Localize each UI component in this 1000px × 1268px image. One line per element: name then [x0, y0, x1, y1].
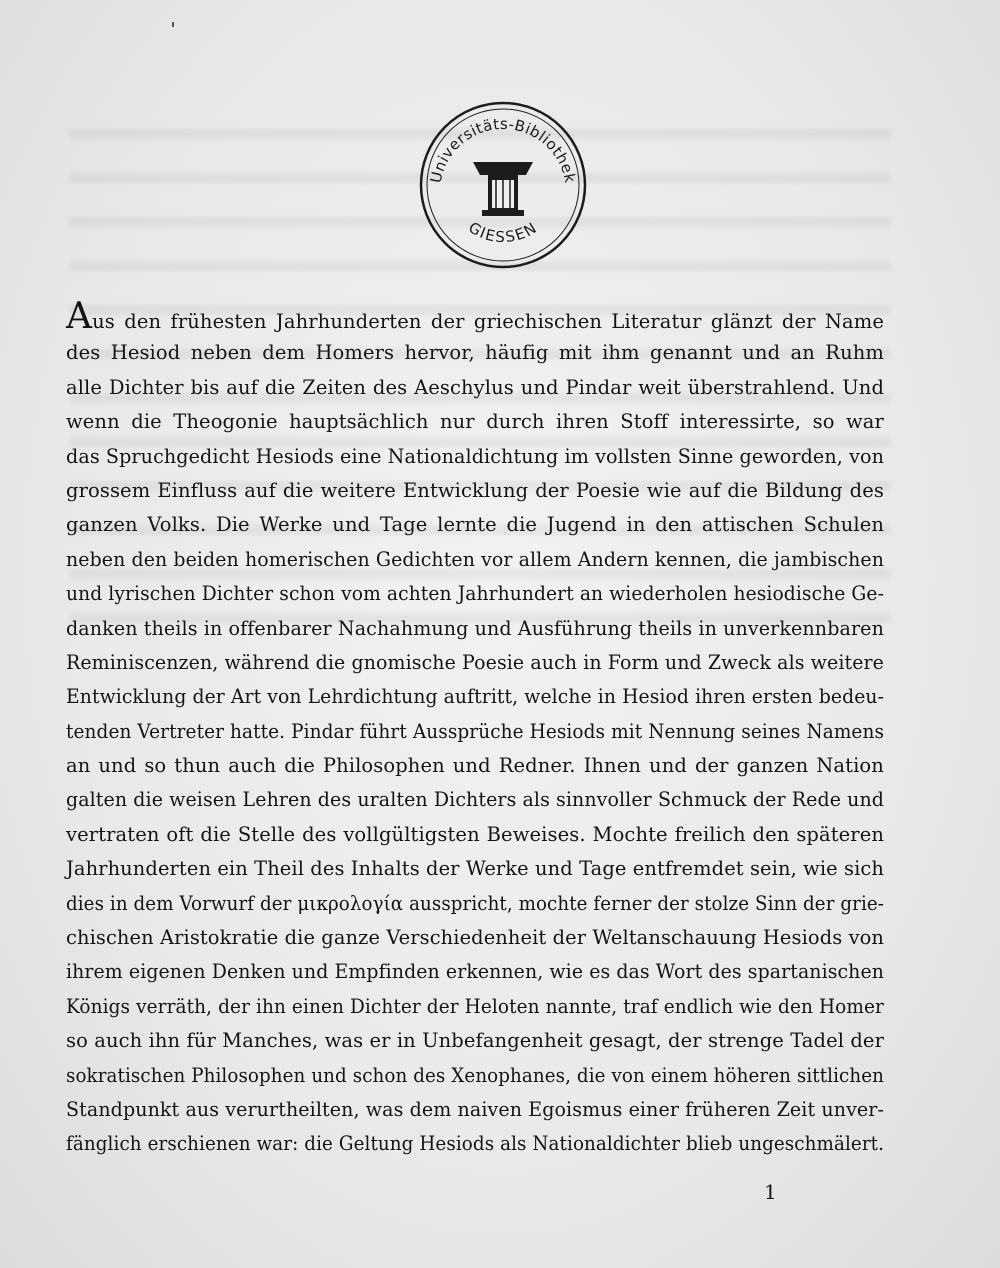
- line-text: vertraten oft die Stelle des vollgültigsten Beweises. Mochte freilich den späteren: [66, 822, 885, 846]
- text-line: [66, 783, 885, 817]
- line-text: ganzen Volks. Die Werke und Tage lernte die Jugend in den attischen Schulen: [66, 513, 885, 537]
- text-line: [66, 715, 885, 749]
- text-line: [66, 680, 885, 714]
- text-line: [66, 1093, 885, 1127]
- line-text: alle Dichter bis auf die Zeiten des Aeschylus und Pindar weit überstrahlend. Und: [66, 375, 885, 399]
- line-text: neben den beiden homerischen Gedichten vor allem Andern kennen, die jambischen: [66, 547, 885, 571]
- line-text: grossem Einfluss auf die weitere Entwicklung der Poesie wie auf die Bildung des: [66, 478, 884, 502]
- stamp-seal: [418, 100, 588, 270]
- stamp-bottom-text: GIESSEN: [465, 218, 541, 247]
- text-line: [66, 955, 885, 989]
- text-line: [66, 990, 884, 1024]
- text-line: [66, 887, 885, 921]
- line-text: wenn die Theogonie hauptsächlich nur durch ihren Stoff interessirte, so war: [66, 410, 884, 434]
- line-text: des Hesiod neben dem Homers hervor, häufig mit ihm genannt und an Ruhm: [66, 341, 885, 365]
- drop-cap: A: [66, 296, 93, 337]
- text-line: [66, 1059, 884, 1093]
- line-text: Entwicklung der Art von Lehrdichtung auftritt, welche in Hesiod ihren ersten bedeu-: [66, 685, 885, 709]
- text-line: [66, 543, 885, 577]
- text-line: [66, 577, 884, 611]
- text-line: [66, 749, 884, 783]
- line-text: Standpunkt aus verurtheilten, was dem naiven Egoismus einer früheren Zeit unver-: [66, 1097, 885, 1121]
- svg-text:GIESSEN: [465, 218, 540, 246]
- text-line: [66, 612, 884, 646]
- text-line: [66, 1024, 884, 1058]
- line-text: dies in dem Vorwurf der μικρολογία ausspricht, mochte ferner der stolze Sinn der grie-: [66, 891, 885, 915]
- line-text: danken theils in offenbarer Nachahmung und Ausführung theils in unverkennbaren: [66, 616, 884, 640]
- ink-speck: [172, 22, 174, 27]
- stamp-emblem: [473, 162, 533, 216]
- line-text: an und so thun auch die Philosophen und Redner. Ihnen und der ganzen Nation: [66, 754, 884, 778]
- line-text: das Spruchgedicht Hesiods eine Nationaldichtung im vollsten Sinne geworden, von: [66, 444, 885, 468]
- text-line: [66, 1127, 885, 1161]
- line-text: galten die weisen Lehren des uralten Dichters als sinnvoller Schmuck der Rede und: [66, 788, 885, 812]
- line-text: Reminiscenzen, während die gnomische Poesie auch in Form und Zweck als weitere: [66, 650, 884, 674]
- text-line: [66, 646, 884, 680]
- text-line: [66, 474, 884, 508]
- line-text: sokratischen Philosophen und schon des Xenophanes, die von einem höheren sittlichen: [66, 1063, 884, 1087]
- text-line: [66, 852, 885, 886]
- line-text: ihrem eigenen Denken und Empfinden erkennen, wie es das Wort des spartanischen: [66, 960, 885, 984]
- line-text: Königs verräth, der ihn einen Dichter der Heloten nannte, traf endlich wie den Homer: [66, 994, 884, 1018]
- line-text: tenden Vertreter hatte. Pindar führt Aussprüche Hesiods mit Nennung seines Namens: [66, 719, 885, 743]
- line-text: fänglich erschienen war: die Geltung Hesiods als Nationaldichter blieb ungeschmälert.: [66, 1132, 885, 1156]
- text-line: [66, 336, 884, 370]
- line-text: us den frühesten Jahrhunderten der griechischen Literatur glänzt der Name: [92, 310, 885, 333]
- text-line: [66, 508, 884, 542]
- line-text: Jahrhunderten ein Theil des Inhalts der Werke und Tage entfremdet sein, wie sich: [66, 857, 885, 881]
- main-paragraph: [66, 296, 885, 1162]
- line-text: und lyrischen Dichter schon vom achten Jahrhundert an wiederholen hesiodische Ge-: [66, 582, 884, 606]
- text-line: [66, 921, 885, 955]
- page-number: 1: [764, 1180, 777, 1204]
- library-stamp: [418, 100, 588, 270]
- line-text: so auch ihn für Manches, was er in Unbefangenheit gesagt, der strenge Tadel der: [66, 1029, 884, 1053]
- text-line: [66, 440, 885, 474]
- text-line: [66, 296, 885, 337]
- text-line: [66, 371, 884, 405]
- stamp-top-text: Universitäts-Bibliothek: [426, 114, 580, 185]
- text-line: [66, 405, 884, 439]
- line-text: chischen Aristokratie die ganze Verschiedenheit der Weltanschauung Hesiods von: [66, 926, 885, 950]
- text-line: [66, 818, 884, 852]
